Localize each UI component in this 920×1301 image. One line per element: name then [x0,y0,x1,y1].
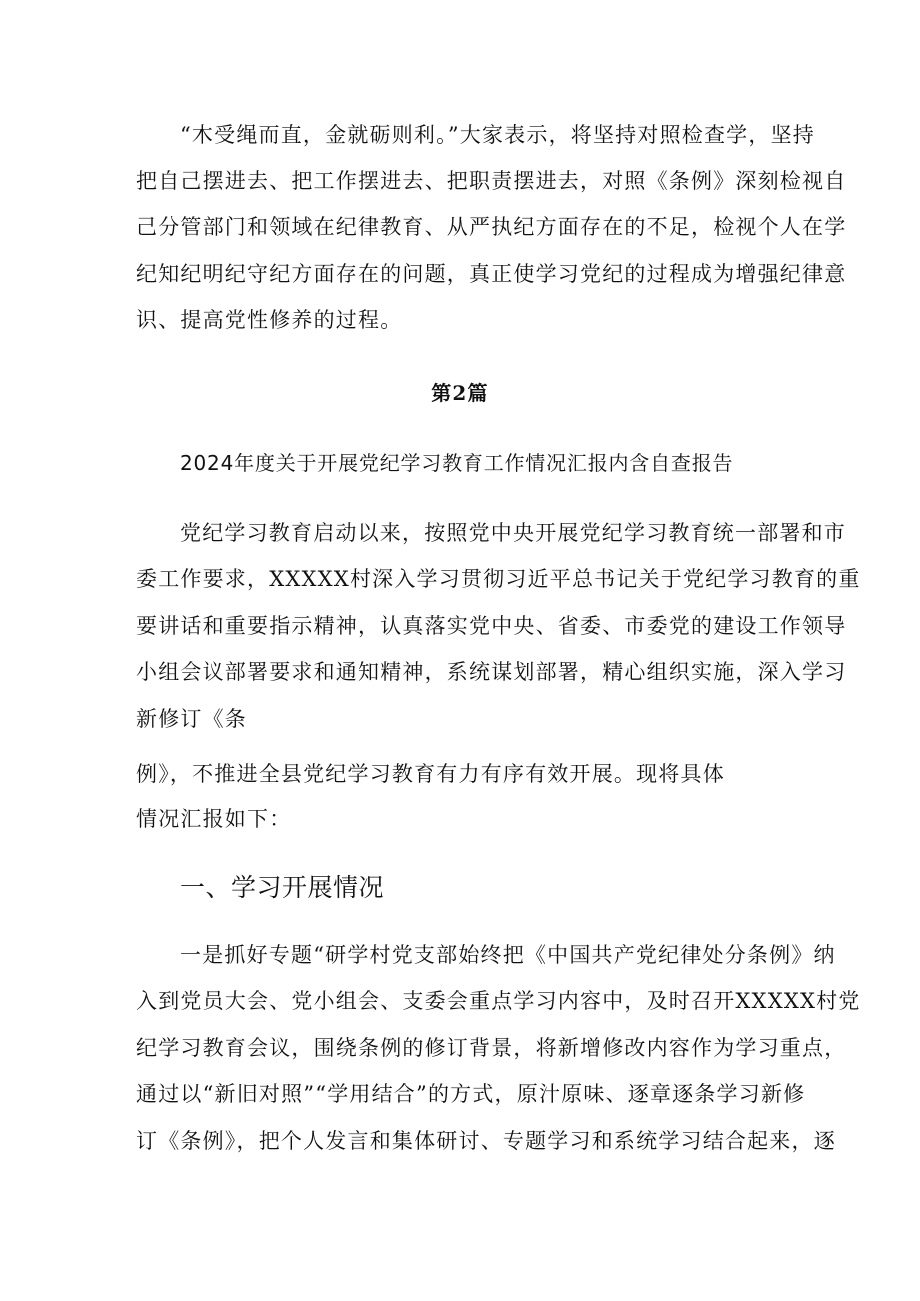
section-label: 第2篇 [431,381,489,405]
paragraph-2-line-1: 党纪学习教育启动以来，按照党中央开展党纪学习教育统一部署和市 [180,521,846,545]
report-title: 2024年度关于开展党纪学习教育工作情况汇报内含自查报告 [180,451,734,475]
paragraph-1-line-1: “木受绳而直，金就砺则利。”大家表示，将坚持对照检查学，坚持 [180,123,815,147]
paragraph-3-line-3: 纪学习教育会议，围绕条例的修订背景，将新增修改内容作为学习重点， [136,1036,847,1060]
paragraph-1-line-2: 把自己摆进去、把工作摆进去、把职责摆进去，对照《条例》深刻检视自 [136,169,847,193]
paragraph-1-line-3: 己分管部门和领域在纪律教育、从严执纪方面存在的不足，检视个人在学 [136,215,847,239]
paragraph-3-line-1: 一是抓好专题“研学村党支部始终把《中国共产党纪律处分条例》纳 [180,943,836,967]
paragraph-3-line-4: 通过以“新旧对照”“学用结合”的方式，原汁原味、逐章逐条学习新修 [136,1082,806,1106]
paragraph-1-line-5: 识、提高党性修养的过程。 [136,308,403,332]
paragraph-2-line-5: 新修订《条 [136,707,247,731]
paragraph-2-line-6: 例》，不推进全县党纪学习教育有力有序有效开展。现将具体 [136,762,725,786]
paragraph-3-line-5: 订《条例》，把个人发言和集体研讨、专题学习和系统学习结合起来，逐 [136,1129,836,1153]
paragraph-3-line-2: 入到党员大会、党小组会、支委会重点学习内容中，及时召开XXXXX村党 [136,989,861,1013]
paragraph-2-line-7: 情况汇报如下： [136,807,292,831]
paragraph-2-line-2: 委工作要求，XXXXX村深入学习贯彻习近平总书记关于党纪学习教育的重 [136,567,861,591]
paragraph-2-line-3: 要讲话和重要指示精神，认真落实党中央、省委、市委党的建设工作领导 [136,614,847,638]
paragraph-2-line-4: 小组会议部署要求和通知精神，系统谋划部署，精心组织实施，深入学习 [136,660,847,684]
paragraph-1-line-4: 纪知纪明纪守纪方面存在的问题，真正使学习党纪的过程成为增强纪律意 [136,262,847,286]
section-heading: 一、学习开展情况 [180,873,385,902]
